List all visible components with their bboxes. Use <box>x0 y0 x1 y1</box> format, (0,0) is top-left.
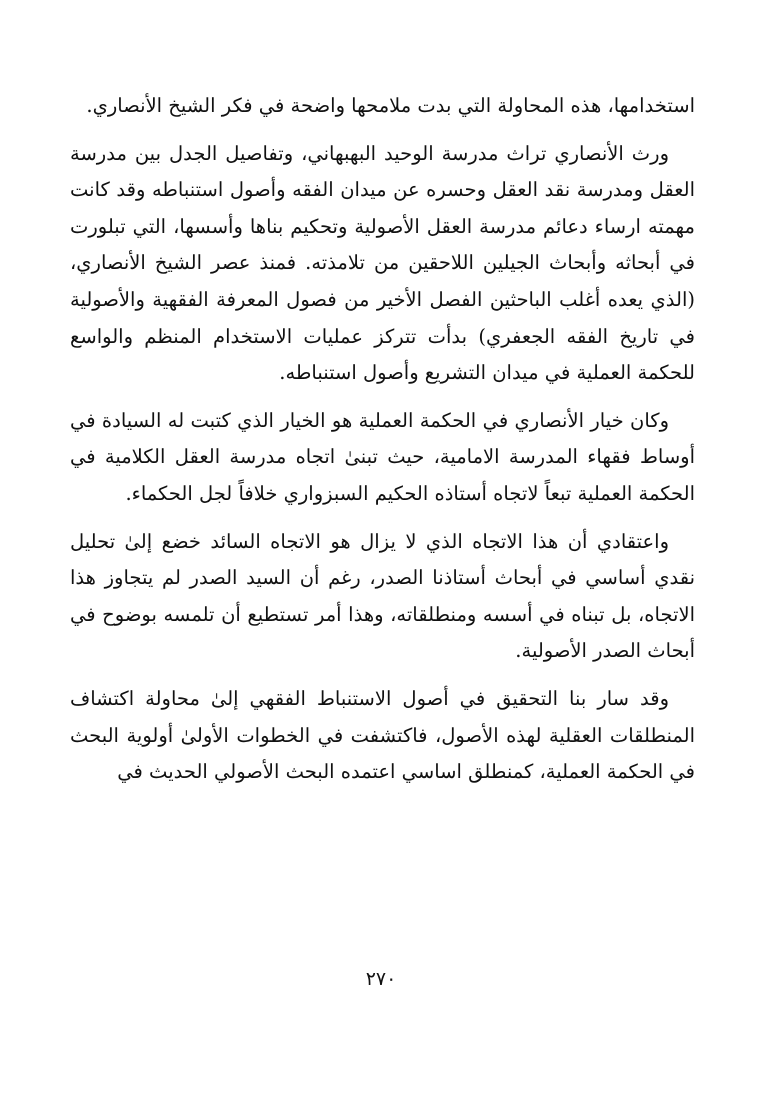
paragraph-ansari-choice: وكان خيار الأنصاري في الحكمة العملية هو الخيار الذي كتبت له السيادة في أوساط فقهاء المدرسة الامامية، حيث تبنىٰ اتجاه مدرسة العقل الكلامية في الحكمة العملية تبعاً لاتجاه أستاذه الحكيم السبزواري خلافاً لجل الحكماء. <box>70 408 695 505</box>
paragraph-ansari-legacy: ورث الأنصاري تراث مدرسة الوحيد البهبهاني، وتفاصيل الجدل بين مدرسة العقل ومدرسة نقد العقل وحسره عن ميدان الفقه وأصول استنباطه وقد كانت مهمته ارساء دعائم مدرسة العقل الأصولية وتحكيم بناها وأسسها، التي تبلورت في أبحاثه وأبحاث الجيلين اللاحقين من تلامذته. فمنذ عصر الشيخ الأنصاري، (الذي يعده أغلب الباحثين الفصل الأخير من فصول المعرفة الفقهية والأصولية في تاريخ الفقه الجعفري) بدأت تتركز عمليات الاستخدام المنظم والواسع للحكمة العملية في ميدان التشريع وأصول استنباطه. <box>70 141 695 385</box>
page-number: ٢٧٠ <box>365 968 397 990</box>
paragraph-continuation: استخدامها، هذه المحاولة التي بدت ملامحها واضحة في فكر الشيخ الأنصاري. <box>86 94 695 117</box>
body-text <box>70 88 695 802</box>
paragraph-author-opinion: واعتقادي أن هذا الاتجاه الذي لا يزال هو الاتجاه السائد خضع إلىٰ تحليل نقدي أساسي في أبحاث أستاذنا الصدر، رغم أن السيد الصدر لم يتجاوز هذا الاتجاه، بل تبناه في أسسه ومنطلقاته، وهذا أمر تستطيع أن تلمسه بوضوح في أبحاث الصدر الأصولية. <box>70 529 695 663</box>
paragraph-inquiry: وقد سار بنا التحقيق في أصول الاستنباط الفقهي إلىٰ محاولة اكتشاف المنطلقات العقلية لهذه الأصول، فاكتشفت في الخطوات الأولىٰ أولوية البحث في الحكمة العملية، كمنطلق اساسي اعتمده البحث الأصولي الحديث في <box>70 686 695 784</box>
